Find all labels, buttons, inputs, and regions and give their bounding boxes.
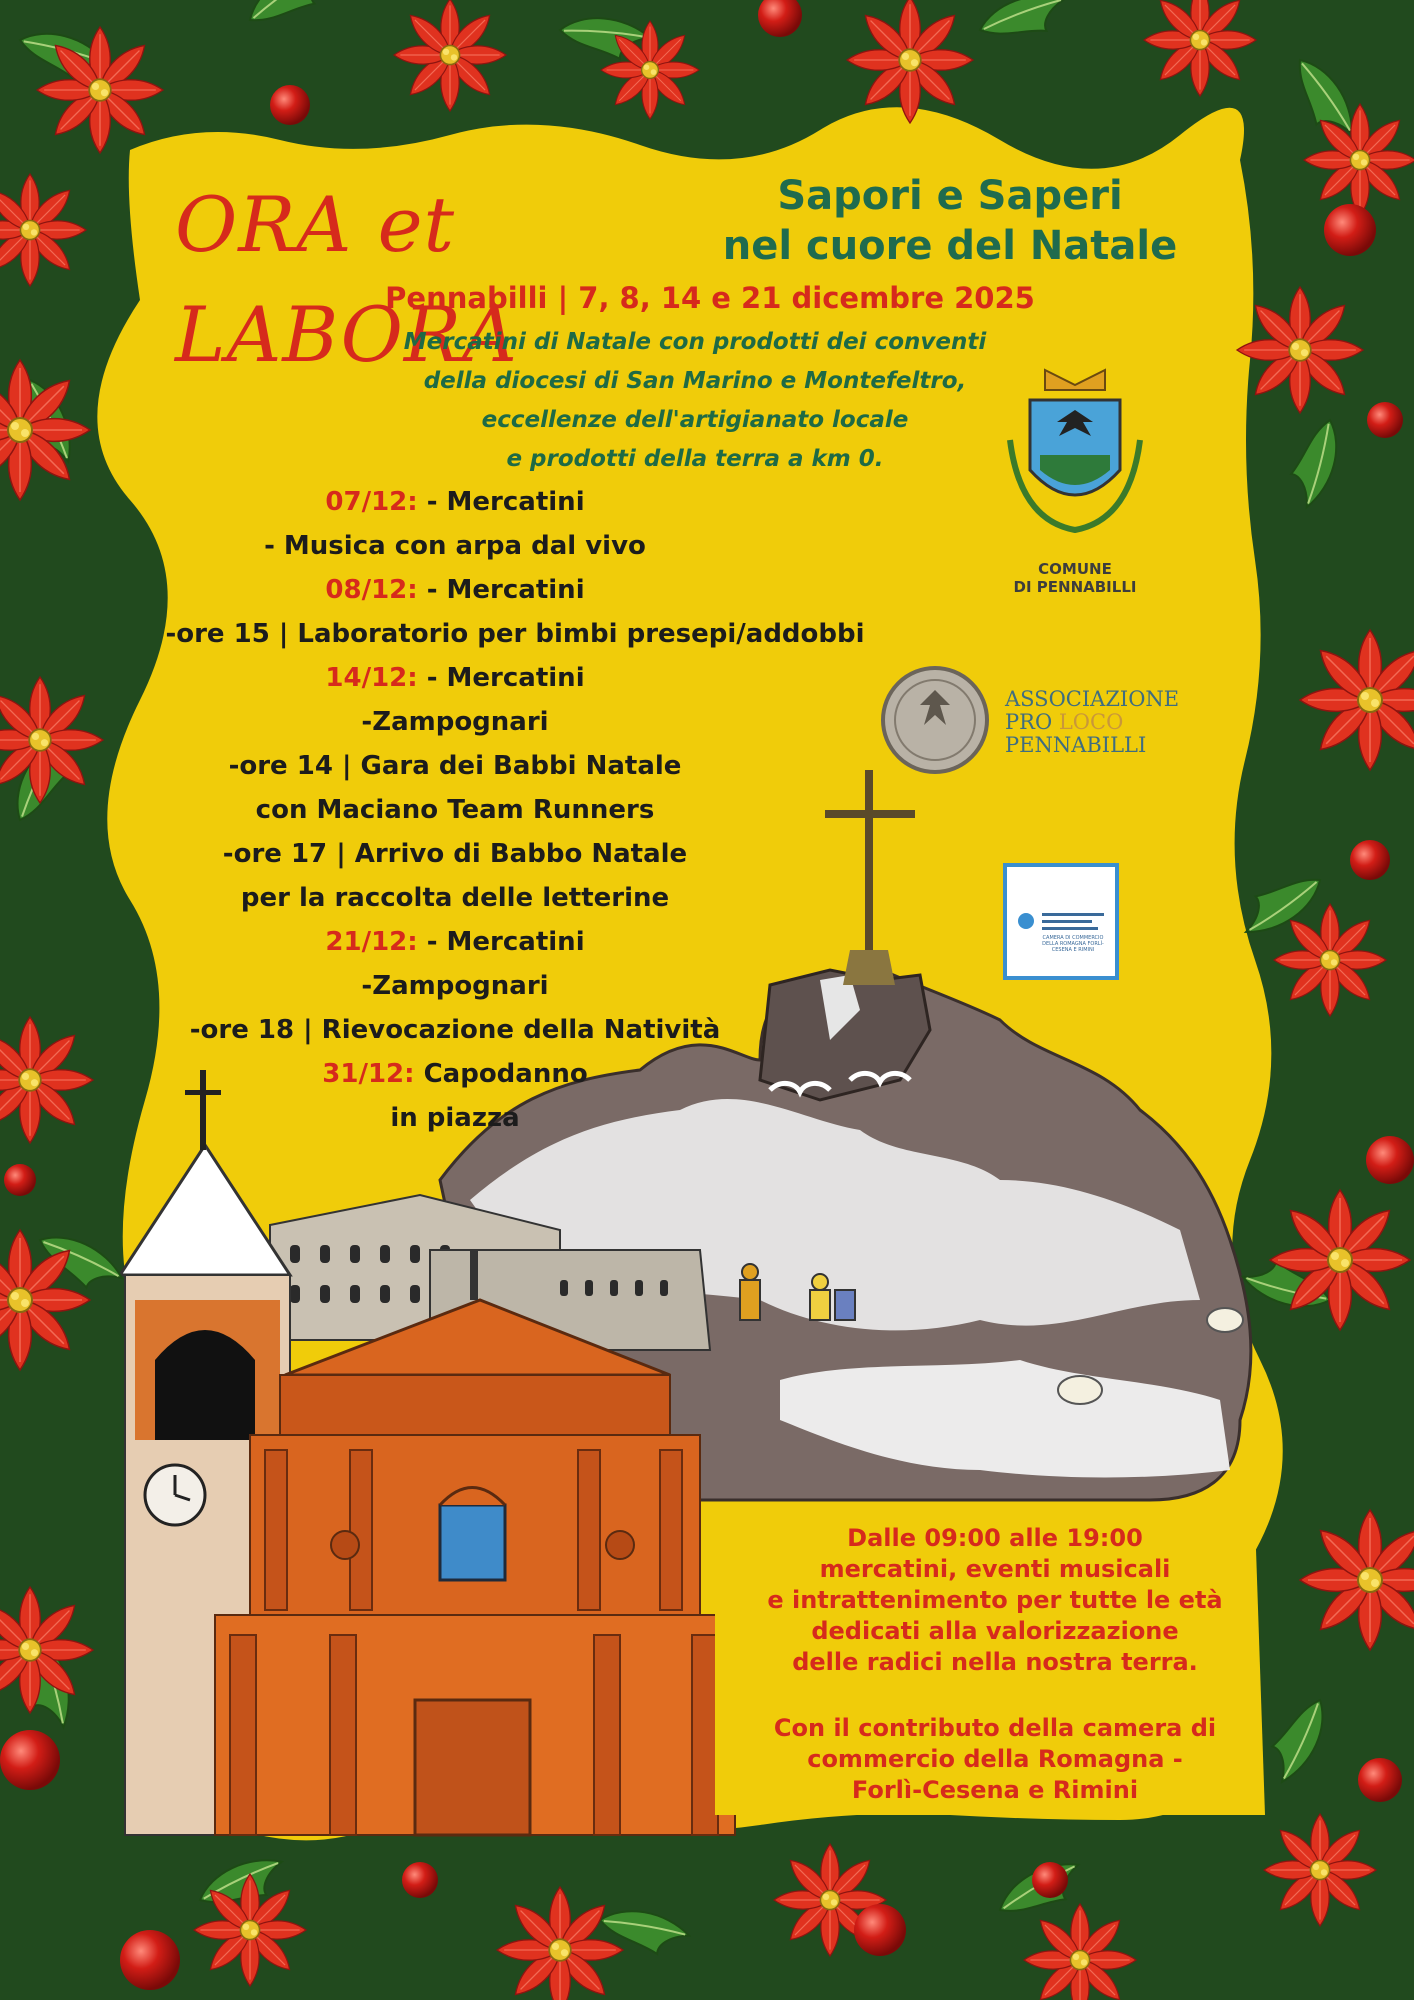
schedule-line: -ore 15 | Laboratorio per bimbi presepi/addobbi — [165, 619, 865, 649]
event-dates: Pennabilli | 7, 8, 14 e 21 dicembre 2025 — [385, 281, 1035, 315]
subtitle-line1: Sapori e Saperi — [777, 173, 1123, 219]
schedule-line: 08/12: - Mercatini — [325, 575, 585, 605]
comune-label: COMUNE DI PENNABILLI — [1013, 560, 1137, 596]
event-title: ORA et LABORA — [175, 180, 519, 379]
proloco-label: ASSOCIAZIONE PRO LOCO PENNABILLI — [1005, 687, 1180, 757]
schedule-line: -ore 18 | Rievocazione della Natività — [189, 1015, 721, 1045]
schedule-line: 21/12: - Mercatini — [325, 927, 585, 957]
info-line: commercio della Romagna - — [807, 1745, 1183, 1773]
intro-line: e prodotti della terra a km 0. — [506, 446, 884, 472]
subtitle-line2: nel cuore del Natale — [722, 223, 1178, 269]
schedule-line: -ore 14 | Gara dei Babbi Natale — [228, 751, 682, 781]
schedule-line: in piazza — [390, 1103, 520, 1133]
schedule-line: -Zampognari — [361, 971, 549, 1001]
schedule-line: -ore 17 | Arrivo di Babbo Natale — [222, 839, 688, 869]
schedule-line: - Musica con arpa dal vivo — [264, 531, 646, 561]
info-line: Dalle 09:00 alle 19:00 — [847, 1524, 1143, 1552]
schedule-line: per la raccolta delle letterine — [240, 883, 670, 913]
schedule-line: con Maciano Team Runners — [255, 795, 655, 825]
info-line: delle radici nella nostra terra. — [792, 1648, 1198, 1676]
schedule-line: 07/12: - Mercatini — [325, 487, 585, 517]
intro-line: eccellenze dell'artigianato locale — [481, 407, 909, 433]
info-line: dedicati alla valorizzazione — [811, 1617, 1179, 1645]
intro-line: della diocesi di San Marino e Montefeltro, — [423, 368, 967, 394]
schedule-line: -Zampognari — [361, 707, 549, 737]
intro-line: Mercatini di Natale con prodotti dei conventi — [403, 329, 987, 355]
schedule-line: 31/12: Capodanno — [322, 1059, 588, 1089]
schedule-line: 14/12: - Mercatini — [325, 663, 585, 693]
info-line: e intrattenimento per tutte le età — [767, 1586, 1223, 1614]
info-line: Con il contributo della camera di — [773, 1714, 1217, 1742]
camera-commercio-logo: CAMERA DI COMMERCIO DELLA ROMAGNA FORLÌ-CESENA E RIMINI — [1042, 935, 1104, 953]
info-line: Forlì-Cesena e Rimini — [851, 1776, 1139, 1804]
info-line: mercatini, eventi musicali — [819, 1555, 1171, 1583]
